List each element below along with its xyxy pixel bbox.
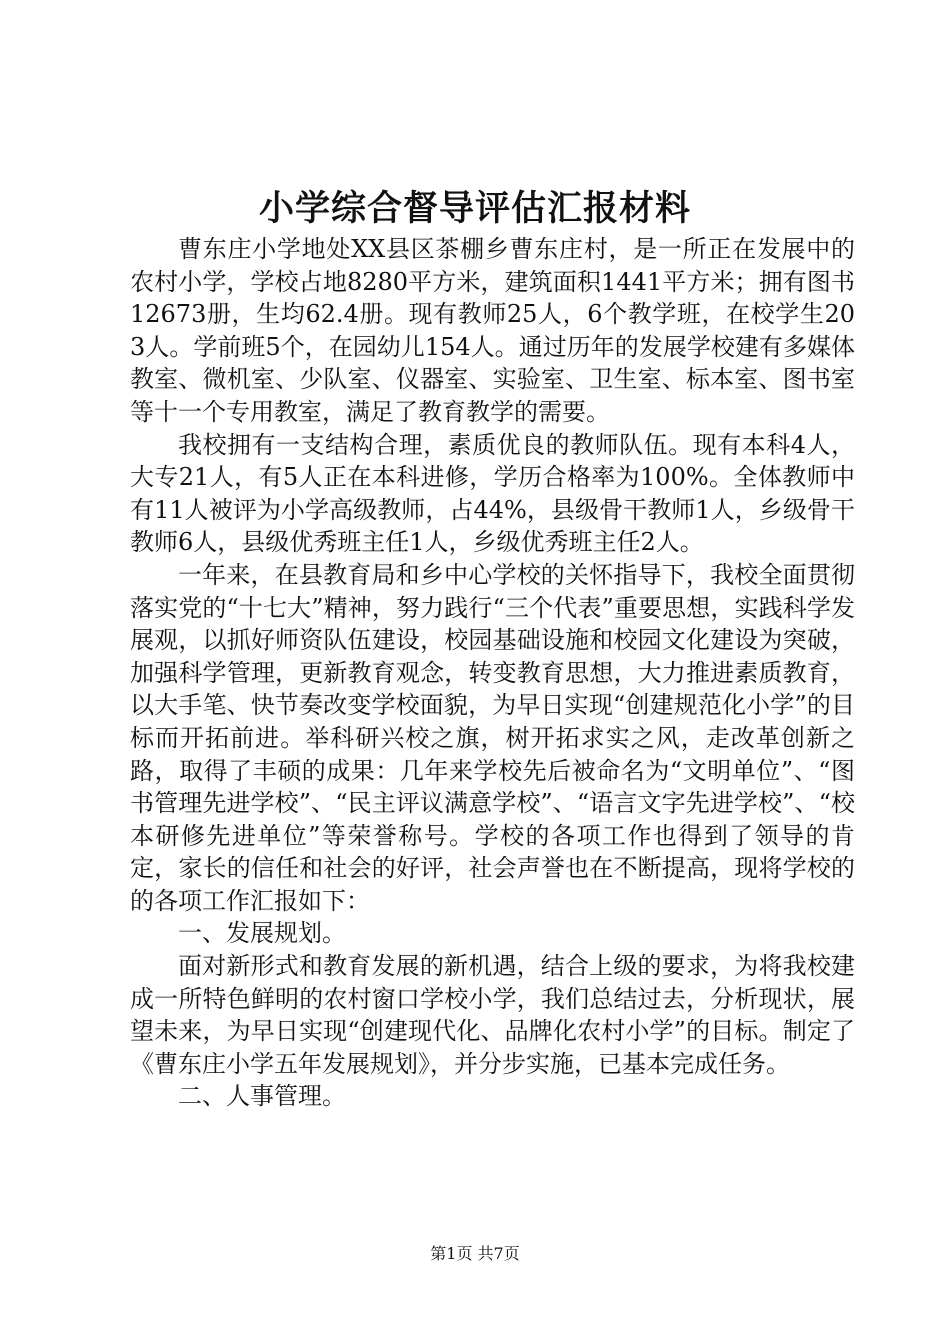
document-body [130,233,855,1113]
teachers-paragraph: 我校拥有一支结构合理，素质优良的教师队伍。现有本科4人，大专21人，有5人正在本科进修，学历合格率为100%。全体教师中有11人被评为小学高级教师，占44%，县级骨干教师1人，乡级骨干教师6人，县级优秀班主任1人，乡级优秀班主任2人。 [130,430,855,557]
document-title: 小学综合督导评估汇报材料 [258,188,691,229]
page-footer: 第1页 共7页 [430,1244,520,1263]
section-heading-personnel: 二、人事管理。 [178,1082,346,1111]
intro-paragraph: 曹东庄小学地处XX县区茶棚乡曹东庄村，是一所正在发展中的农村小学，学校占地8280平方米，建筑面积1441平方米；拥有图书12673册，生均62.4册。现有教师25人，6个教学班，在校学生203人。学前班5个，在园幼儿154人。通过历年的发展学校建有多媒体教室、微机室、少队室、仪器室、实验室、卫生室、标本室、图书室等十一个专用教室，满足了教育教学的需要。 [130,235,855,426]
achievements-paragraph: 一年来，在县教育局和乡中心学校的关怀指导下，我校全面贯彻落实党的“十七大”精神，努力践行“三个代表”重要思想，实践科学发展观，以抓好师资队伍建设，校园基础设施和校园文化建设为突破，加强科学管理，更新教育观念，转变教育思想，大力推进素质教育，以大手笔、快节奏改变学校面貌，为早日实现“创建规范化小学”的目标而开拓前进。举科研兴校之旗，树开拓求实之风，走改革创新之路，取得了丰硕的成果：几年来学校先后被命名为“文明单位”、“图书管理先进学校”、“民主评议满意学校”、“语言文字先进学校”、“校本研修先进单位”等荣誉称号。学校的各项工作也得到了领导的肯定，家长的信任和社会的好评，社会声誉也在不断提高，现将学校的的各项工作汇报如下： [130,560,855,915]
section-heading-development-plan: 一、发展规划。 [178,919,346,948]
development-plan-paragraph: 面对新形式和教育发展的新机遇，结合上级的要求，为将我校建成一所特色鲜明的农村窗口学校小学，我们总结过去，分析现状，展望未来，为早日实现“创建现代化、品牌化农村小学”的目标。制定了《曹东庄小学五年发展规划》，并分步实施，已基本完成任务。 [130,952,855,1078]
